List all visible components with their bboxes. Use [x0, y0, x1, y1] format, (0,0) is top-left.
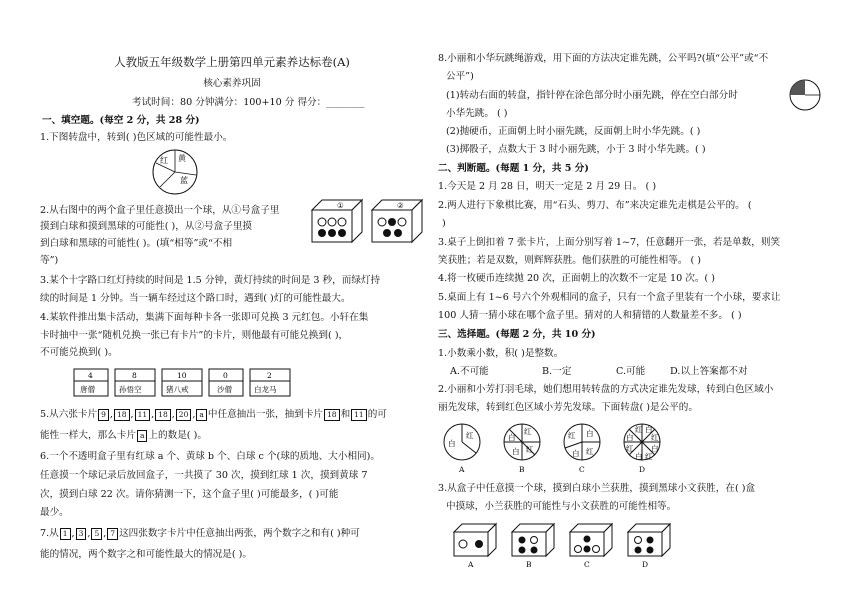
q1-label-red: 红 — [160, 156, 168, 165]
q2-box-1 — [310, 198, 364, 244]
section-judge: 二、判断题。(每题 1 分，共 5 分) — [438, 163, 589, 174]
box-label-2: ② — [397, 201, 404, 210]
q6-line4: 最少。 — [40, 507, 69, 518]
svg-text:白: 白 — [448, 439, 456, 448]
q1-spinner — [150, 147, 200, 197]
svg-text:白: 白 — [572, 449, 580, 458]
svg-text:白: 白 — [645, 425, 653, 434]
exam-info: 考试时间：80 分钟满分：100+10 分 得分：________ — [132, 97, 365, 108]
svg-text:红: 红 — [635, 425, 643, 434]
q6-line2: 任意摸一个球记录后放回盒子，一共摸了 30 次，摸到红球 1 次，摸到黄球 7 — [40, 470, 368, 481]
choice-1-option-d: D.以上答案都不对 — [670, 366, 748, 377]
spinner-c — [564, 424, 600, 474]
q2-line3: 到白球和黑球的可能性( )。(填“相等”或“不相 — [40, 238, 233, 249]
q6-line1: 6.一个不透明盒子里有红球 a 个、黄球 b 个、白球 c 个(球的质地、大小相同)。 — [40, 451, 380, 462]
choice-1-option-a: A.不可能 — [450, 366, 489, 377]
card-count: 0 — [223, 371, 228, 380]
svg-text:白: 白 — [586, 429, 594, 438]
judge-5-line1: 5.桌面上有 1~6 号六个外观相同的盒子，只有一个盒子里装有一个小球，要求让 — [438, 292, 781, 303]
q4-line1: 4.某软件推出集卡活动，集满下面每种卡各一张即可兑换 3 元红包。小轩在集 — [40, 312, 369, 323]
judge-2-line2: ) — [442, 218, 446, 229]
q1-text: 1.下图转盘中，转到( )色区域的可能性最小。 — [40, 132, 233, 143]
judge-3-line2: 笑获胜；若是双数，则辉辉获胜。他们获胜的可能性相等。 ( ) — [438, 255, 702, 266]
q2-line4: 等”) — [40, 255, 59, 266]
q8-line5: (2)抛硬币，正面朝上时小丽先跳，反面朝上时小华先跳。( ) — [446, 126, 701, 137]
q4-line3: 不可能兑换到( )。 — [40, 347, 118, 358]
svg-text:B: B — [526, 560, 532, 569]
q8-line6: (3)掷骰子，点数大于 3 时小丽先跳，小于 3 时小华先跳。( ) — [446, 144, 706, 155]
svg-text:红: 红 — [526, 445, 534, 454]
svg-text:白: 白 — [626, 433, 634, 442]
page-title: 人教版五年级数学上册第四单元素养达标卷(A) — [114, 55, 350, 69]
q5-card: 11 — [135, 409, 151, 421]
svg-text:D: D — [642, 560, 649, 569]
svg-text:白: 白 — [635, 452, 643, 461]
svg-text:A: A — [468, 560, 474, 569]
choice-2-spinners — [438, 420, 678, 476]
choice-2-line2: 丽先发球，转到红色区域小芳先发球。下面转盘( )是公平的。 — [438, 402, 698, 413]
choice-3-line1: 3.从盒子中任意摸一个球，摸到白球小兰获胜，摸到黑球小文获胜，在( )盒 — [438, 483, 756, 494]
q2-line1: 2.从右图中的两个盒子里任意摸出一个球，从①号盒子里 — [40, 205, 280, 216]
judge-2-line1: 2.两人进行下象棋比赛，用“石头、剪刀、布”来决定谁先走棋是公平的。 ( — [438, 200, 752, 211]
q5-line2: 能性一样大，那么卡片 a 上的数是( )。 — [40, 430, 207, 441]
card-count: 4 — [88, 371, 93, 380]
spinner-d — [624, 424, 660, 474]
box-a — [454, 524, 496, 569]
section-choice: 三、选择题。(每题 2 分，共 10 分) — [438, 329, 596, 340]
q4-card-row — [72, 368, 322, 398]
svg-text:D: D — [639, 465, 646, 474]
choice-1-option-b: B.一定 — [542, 366, 572, 377]
box-c — [570, 524, 612, 569]
svg-text:白: 白 — [512, 447, 520, 456]
q7-line1: 7.从 1 , 3 , 5 , 7 这四张数字卡片中任意抽出两张，两个数字之和有( )种可 — [40, 528, 360, 539]
card-name: 孙悟空 — [119, 385, 142, 394]
judge-4: 4.将一枚硬币连续抛 20 次，正面朝上的次数不一定是 10 次。( ) — [438, 273, 715, 284]
q5-card: 11 — [351, 409, 367, 421]
q2-line2: 摸到白球和摸到黑球的可能性( )，从②号盒子里摸 — [40, 221, 253, 232]
q5-card: a — [196, 409, 206, 421]
svg-text:红: 红 — [568, 431, 576, 440]
card-count: 10 — [177, 371, 187, 380]
svg-text:红: 红 — [524, 427, 532, 436]
q5-card: 20 — [176, 409, 192, 421]
q1-label-blue: 蓝 — [180, 176, 188, 185]
judge-5-line2: 100 人猜一猜小球在哪个盒子里。猜对的人和猜错的人数量差不多。 ( ) — [438, 310, 742, 321]
q7-card: 3 — [76, 528, 87, 540]
q7-card: 1 — [60, 528, 71, 540]
q5-card: 18 — [324, 409, 340, 421]
q8-line3: (1)转动右面的转盘，指针停在涂色部分时小丽先跳，停在空白部分时 — [446, 90, 738, 101]
q2-box-2 — [370, 198, 424, 244]
q5-card: a — [137, 430, 147, 442]
q5-line1: 5.从六张卡片 9 , 18 , 11 , 18 , 20 , a 中任意抽出一张，抽到卡片 18 和 11 的可 — [40, 409, 387, 420]
box-b — [512, 524, 554, 569]
choice-3-line2: 中摸球，小兰获胜的可能性与小文获胜的可能性相等。 — [446, 501, 677, 512]
svg-text:白: 白 — [508, 433, 516, 442]
card-name: 沙僧 — [217, 385, 232, 394]
svg-text:红: 红 — [586, 447, 594, 456]
svg-text:C: C — [584, 560, 590, 569]
q4-line2: 卡时抽中一张“随机兑换一张已有卡片”的卡片，则他最有可能兑换到( )， — [40, 330, 349, 341]
q6-line3: 次，摸到白球 22 次。请你猜测一下，这个盒子里( )可能最多，( )可能 — [40, 489, 339, 500]
card-count: 8 — [132, 371, 137, 380]
section-fill-blank: 一、填空题。(每空 2 分，共 28 分) — [42, 115, 200, 126]
q8-line4: 小华先跳。 ( ) — [446, 108, 508, 119]
box-label-1: ① — [337, 201, 344, 210]
q8-line2: 公平”) — [446, 71, 474, 82]
q7-line2: 能的情况，两个数字之和可能性最大的情况是( )。 — [40, 549, 253, 560]
q5-card: 18 — [155, 409, 171, 421]
card-name: 白龙马 — [254, 385, 277, 394]
q5-card: 9 — [98, 409, 109, 421]
svg-text:B: B — [519, 465, 525, 474]
svg-text:A: A — [459, 465, 465, 474]
card-count: 2 — [267, 371, 272, 380]
q7-card: 5 — [91, 528, 102, 540]
choice-1-option-c: C.可能 — [616, 366, 646, 377]
page-subtitle: 核心素养巩固 — [203, 78, 261, 89]
spinner-a — [444, 424, 480, 474]
spinner-b — [504, 424, 540, 474]
q5-card: 18 — [114, 409, 130, 421]
box-d — [628, 524, 670, 569]
q8-spinner — [788, 78, 822, 112]
q8-line1: 8.小丽和小华玩跳绳游戏，用下面的方法决定谁先跳，公平吗?(填“公平”或“不 — [438, 53, 769, 64]
svg-text:红: 红 — [626, 444, 634, 453]
judge-1: 1.今天是 2 月 28 日，明天一定是 2 月 29 日。 ( ) — [438, 181, 657, 192]
svg-text:红: 红 — [466, 431, 474, 440]
choice-3-boxes — [452, 520, 692, 570]
judge-3-line1: 3.桌子上倒扣着 7 张卡片，上面分别写着 1~7，任意翻开一张，若是单数，则笑 — [438, 237, 781, 248]
card-name: 猪八戒 — [166, 385, 189, 394]
choice-2-line1: 2.小丽和小芳打羽毛球，她们想用转转盘的方式决定谁先发球，转到白色区域小 — [438, 384, 774, 395]
q3-line1: 3.某个十字路口红灯持续的时间是 1.5 分钟，黄灯持续的时间是 3 秒，而绿灯持 — [40, 275, 381, 286]
card-name: 唐僧 — [80, 385, 95, 394]
choice-1: 1.小数乘小数，积( )是整数。 — [438, 348, 564, 359]
q3-line2: 续的时间是 1 分钟。当一辆车经过这个路口时，遇到( )灯的可能性最大。 — [40, 293, 351, 304]
q1-label-yellow: 黄 — [178, 154, 186, 163]
q7-card: 7 — [107, 528, 118, 540]
svg-text:白: 白 — [651, 444, 659, 453]
svg-text:红: 红 — [645, 452, 653, 461]
svg-text:红: 红 — [651, 433, 659, 442]
svg-text:C: C — [579, 465, 585, 474]
